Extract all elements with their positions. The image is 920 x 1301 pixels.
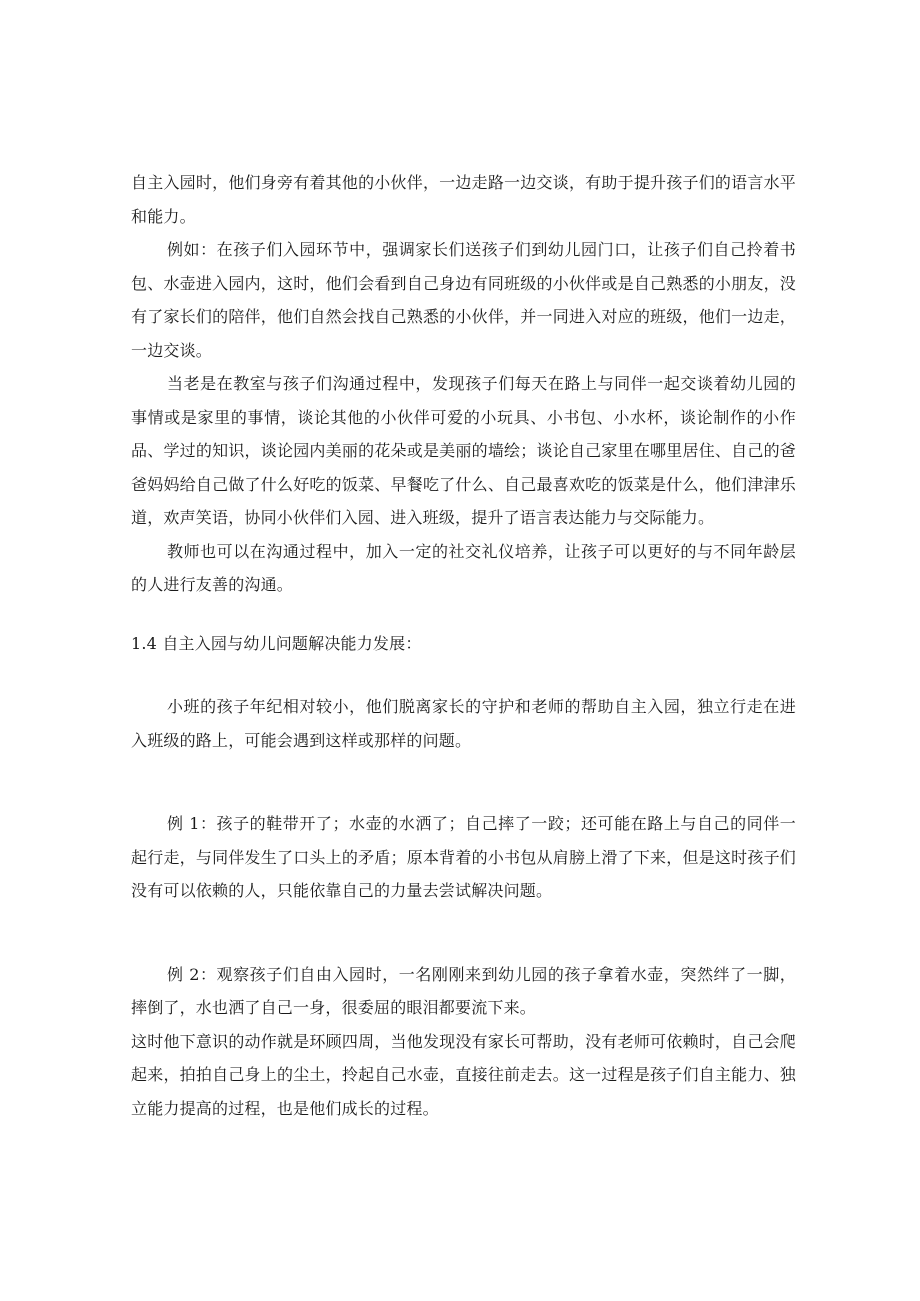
paragraph-teacher-observation: 当老是在教室与孩子们沟通过程中，发现孩子们每天在路上与同伴一起交谈着幼儿园的事情或是家里的事情，谈论其他的小伙伴可爱的小玩具、小书包、小水杯，谈论制作的小作品、学过的知识，谈论园内美丽的花朵或是美丽的墙绘；谈论自己家里在哪里居住、自己的爸爸妈妈给自己做了什么好吃的饭菜、早餐吃了什么、自己最喜欢吃的饭菜是什么，他们津津乐道，欢声笑语，协同小伙伴们入园、进入班级，提升了语言表达能力与交际能力。 <box>131 374 796 527</box>
paragraph-example-entry: 例如：在孩子们入园环节中，强调家长们送孩子们到幼儿园门口，让孩子们自己拎着书包、水壶进入园内，这时，他们会看到自己身边有同班级的小伙伴或是自己熟悉的小朋友，没有了家长们的陪伴，他们自然会找自己熟悉的小伙伴，并一同进入对应的班级，他们一边走，一边交谈。 <box>131 240 796 360</box>
paragraph-social-etiquette: 教师也可以在沟通过程中，加入一定的社交礼仪培养，让孩子可以更好的与不同年龄层的人进行友善的沟通。 <box>131 541 796 594</box>
document-body <box>131 166 796 1125</box>
paragraph-language-ability: 自主入园时，他们身旁有着其他的小伙伴，一边走路一边交谈，有助于提升孩子们的语言水平和能力。 <box>131 173 796 226</box>
paragraph-example-1: 例 1：孩子的鞋带开了；水壶的水洒了；自己摔了一跤；还可能在路上与自己的同伴一起行走，与同伴发生了口头上的矛盾；原本背着的小书包从肩膀上滑了下来，但是这时孩子们没有可以依赖的人，只能依靠自己的力量去尝试解决问题。 <box>131 814 796 900</box>
paragraph-problem-intro: 小班的孩子年纪相对较小，他们脱离家长的守护和老师的帮助自主入园，独立行走在进入班级的路上，可能会遇到这样或那样的问题。 <box>131 697 796 750</box>
section-heading: 1.4 自主入园与幼儿问题解决能力发展： <box>131 633 422 653</box>
paragraph-example-2-continued: 这时他下意识的动作就是环顾四周，当他发现没有家长可帮助，没有老师可依赖时，自己会爬起来，拍拍自己身上的尘土，拎起自己水壶，直接往前走去。这一过程是孩子们自主能力、独立能力提高的过程，也是他们成长的过程。 <box>131 1031 796 1118</box>
paragraph-example-2: 例 2：观察孩子们自由入园时，一名刚刚来到幼儿园的孩子拿着水壶，突然绊了一脚，摔倒了，水也洒了自己一身，很委屈的眼泪都要流下来。 <box>131 964 796 1017</box>
